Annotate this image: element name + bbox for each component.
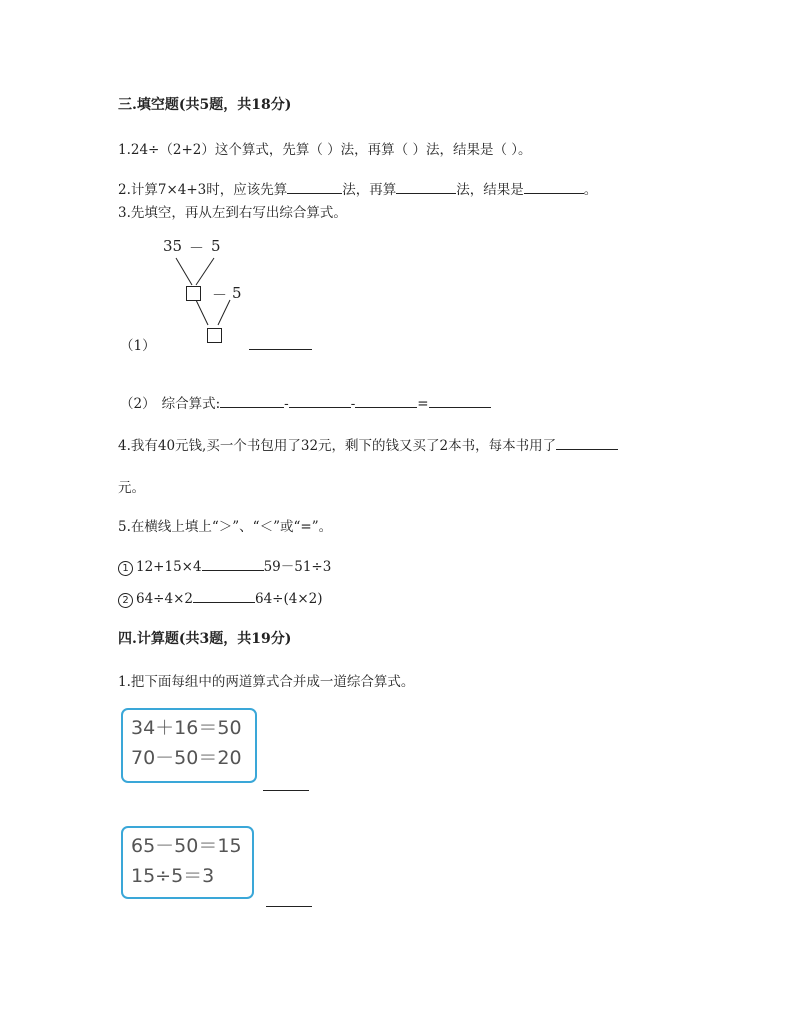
right-expression: 59－51÷3 bbox=[263, 559, 332, 575]
answer-blank[interactable] bbox=[429, 395, 491, 408]
question-4-text: 4.我有40元钱,买一个书包用了32元，剩下的钱又买了2本书，每本书用了 bbox=[118, 438, 557, 454]
group-2-answer-line[interactable] bbox=[266, 906, 312, 907]
part-2-label: （2） bbox=[120, 396, 156, 412]
equals-sign: = bbox=[417, 396, 429, 412]
question-2-part4: 。 bbox=[583, 182, 598, 198]
part-2 bbox=[120, 392, 491, 412]
tree-answer-box-middle[interactable] bbox=[186, 286, 201, 301]
question-1: 1.24÷（2+2）这个算式，先算（ ）法，再算（ ）法，结果是（ ）。 bbox=[118, 142, 532, 158]
minus-sign: - bbox=[350, 396, 356, 412]
answer-blank[interactable] bbox=[556, 437, 618, 450]
answer-blank[interactable] bbox=[355, 395, 417, 408]
tree-top-left-number: 35 bbox=[163, 237, 183, 255]
answer-blank[interactable] bbox=[220, 395, 284, 408]
question-2-part1: 2.计算7×4+3时，应该先算 bbox=[118, 182, 288, 198]
left-expression: 64÷4×2 bbox=[136, 591, 193, 607]
question-4-unit: 元。 bbox=[118, 480, 145, 496]
part-2-text: 综合算式: bbox=[161, 396, 221, 412]
tree-middle-operator: － bbox=[212, 286, 228, 304]
question-2 bbox=[118, 178, 597, 198]
minus-sign: - bbox=[284, 396, 289, 412]
equation-line: 70－50＝20 bbox=[131, 747, 242, 769]
question-3: 3.先填空，再从左到右写出综合算式。 bbox=[118, 205, 347, 221]
answer-blank[interactable] bbox=[289, 395, 351, 408]
tree-top-operator: － bbox=[189, 239, 205, 257]
answer-blank[interactable] bbox=[193, 590, 255, 603]
question-2-part3: 法，结果是 bbox=[456, 182, 524, 198]
question-2-part2: 法，再算 bbox=[342, 182, 397, 198]
answer-blank[interactable] bbox=[287, 181, 342, 194]
tree-middle-right-number: 5 bbox=[232, 284, 242, 302]
group-1-answer-line[interactable] bbox=[263, 790, 309, 791]
equation-group-2 bbox=[121, 826, 254, 899]
equation-line: 15÷5＝3 bbox=[131, 865, 215, 887]
equation-line: 65－50＝15 bbox=[131, 835, 242, 857]
question-4 bbox=[118, 434, 618, 454]
answer-blank[interactable] bbox=[524, 181, 584, 194]
section-title-fill-blank: 三.填空题(共5题，共18分) bbox=[118, 97, 292, 113]
calc-question-1: 1.把下面每组中的两道算式合并成一道综合算式。 bbox=[118, 674, 415, 690]
question-5-item-2 bbox=[118, 590, 323, 608]
equation-line: 34＋16＝50 bbox=[131, 717, 242, 739]
circled-number: 1 bbox=[118, 561, 133, 576]
answer-blank[interactable] bbox=[396, 181, 456, 194]
tree-answer-box-bottom[interactable] bbox=[207, 328, 222, 343]
section-title-calculation: 四.计算题(共3题，共19分) bbox=[118, 631, 292, 647]
tree-top-right-number: 5 bbox=[211, 237, 221, 255]
equation-group-1 bbox=[121, 708, 257, 783]
circled-number: 2 bbox=[118, 593, 133, 608]
part-1-answer-line[interactable] bbox=[249, 349, 312, 350]
part-1-label: （1） bbox=[120, 338, 156, 354]
right-expression: 64÷(4×2) bbox=[254, 591, 323, 607]
left-expression: 12+15×4 bbox=[136, 559, 202, 575]
answer-blank[interactable] bbox=[202, 558, 264, 571]
question-5: 5.在横线上填上“＞”、“＜”或“=”。 bbox=[118, 519, 333, 535]
question-5-item-1 bbox=[118, 555, 331, 576]
